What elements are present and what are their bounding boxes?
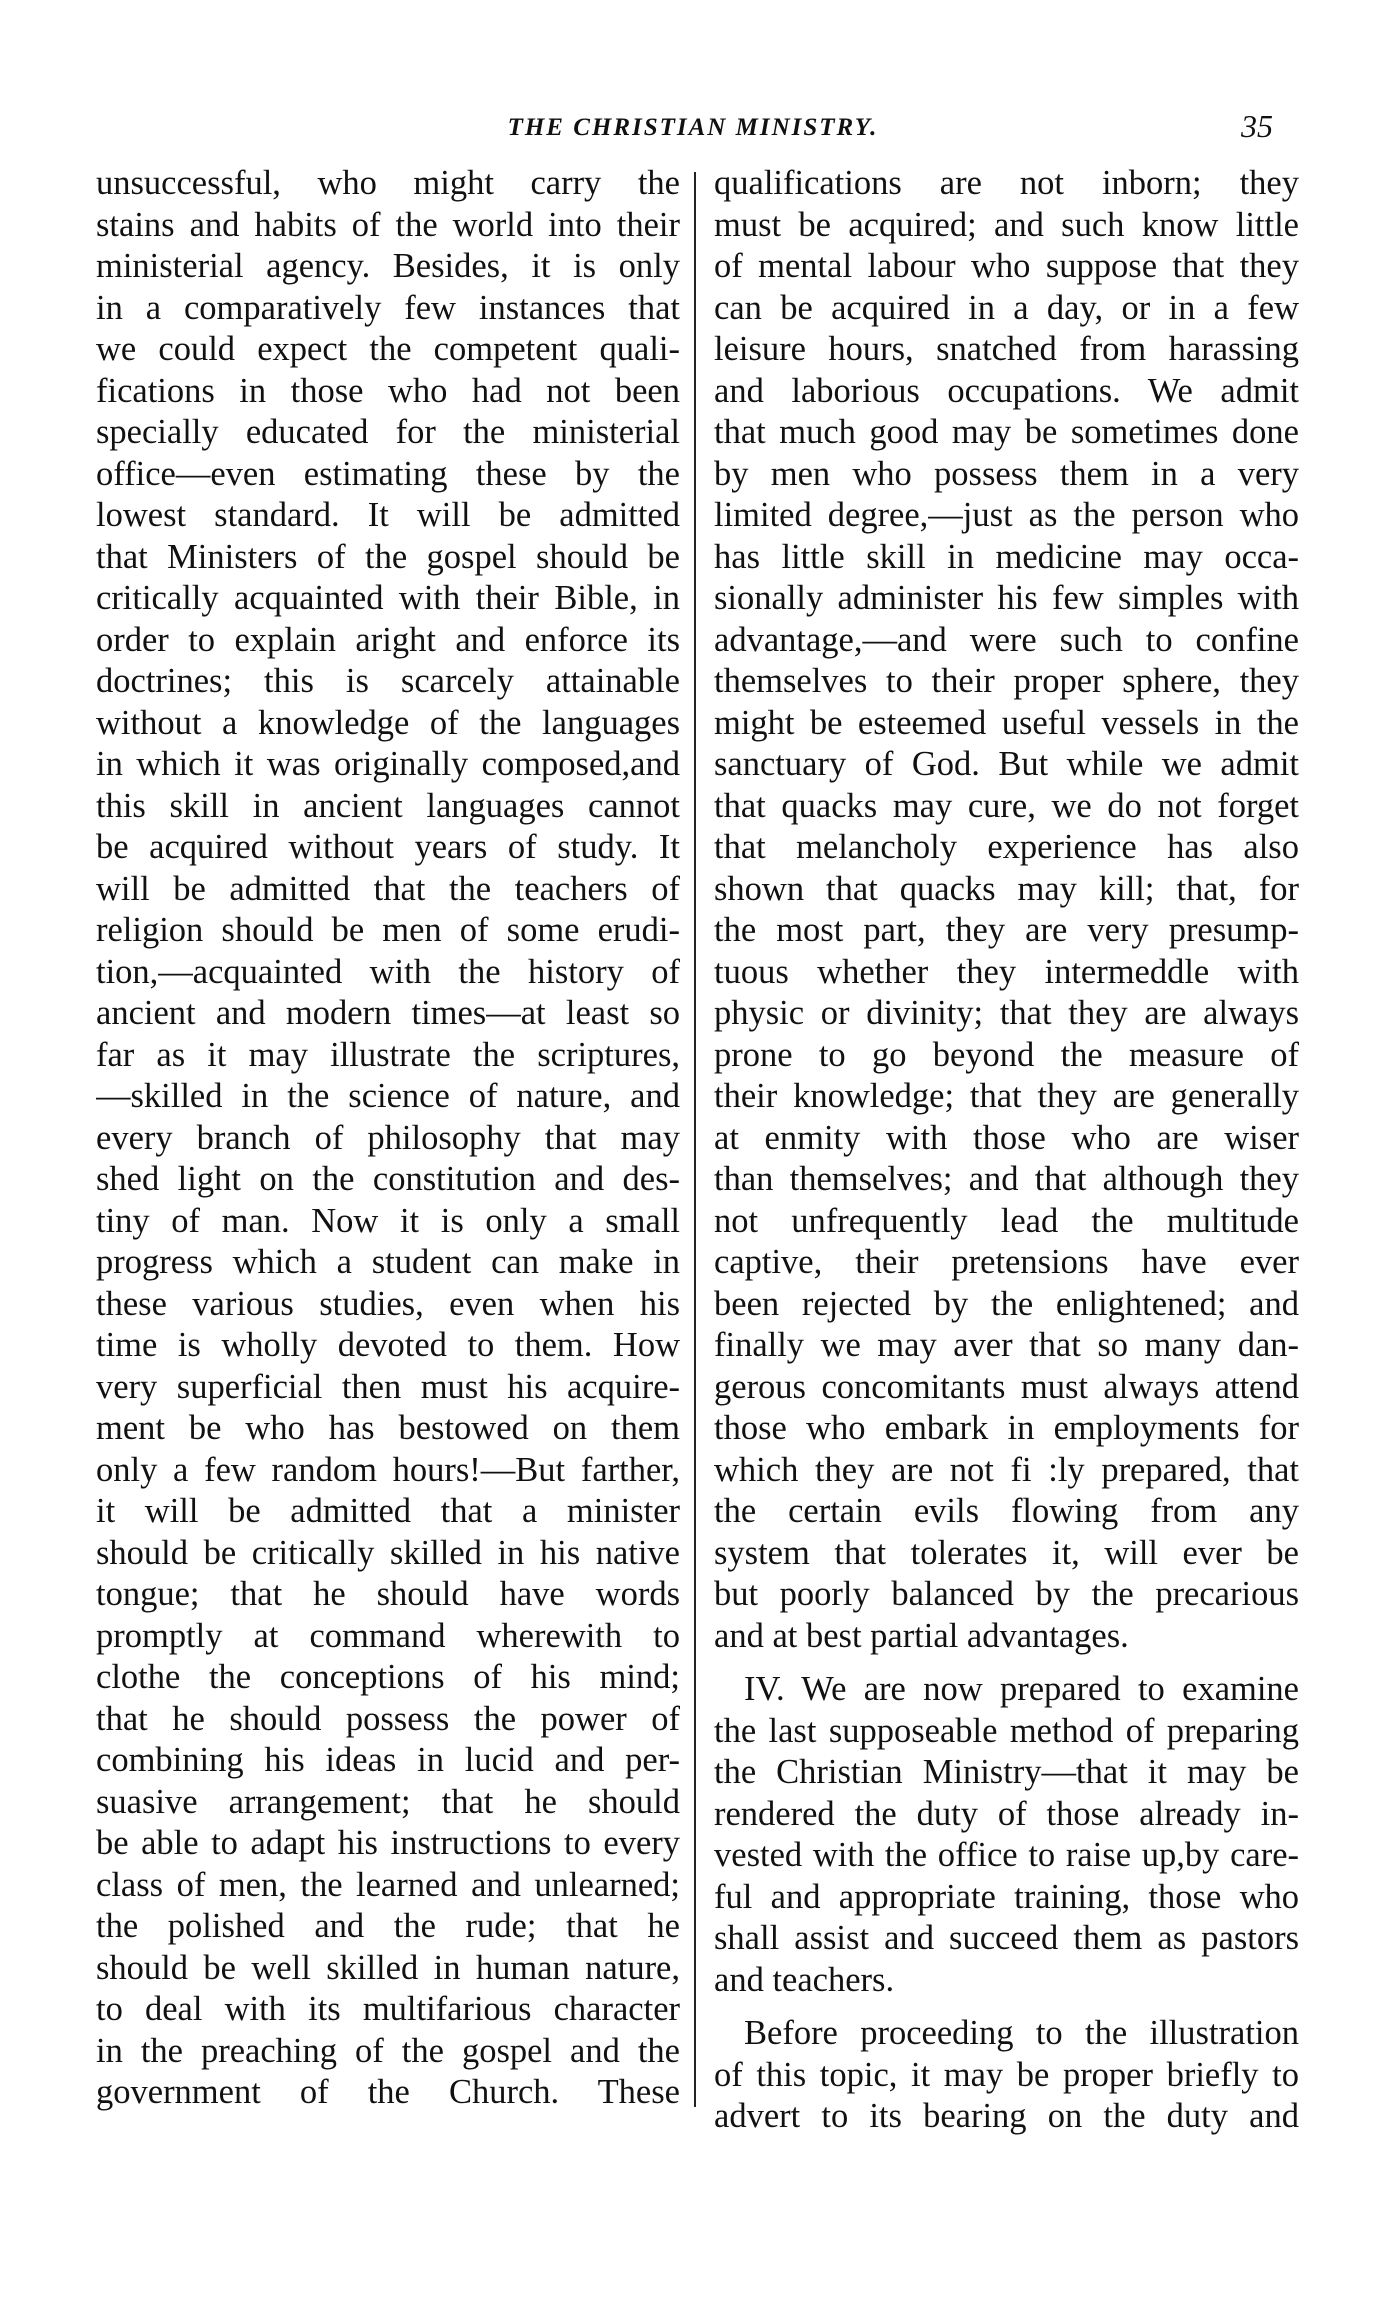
text-line: but poorly balanced by the precarious xyxy=(714,1575,1299,1613)
text-line: sanctuary of God. But while we admit xyxy=(714,745,1299,783)
text-line: should be well skilled in human nature, xyxy=(96,1948,680,1987)
text-line: at enmity with those who are wiser xyxy=(714,1118,1299,1157)
text-line: in which it was originally composed,and xyxy=(96,745,680,783)
text-line: prone to go beyond the measure of xyxy=(714,1035,1299,1074)
text-line: of mental labour who suppose that they xyxy=(714,247,1299,285)
text-line: shed light on the constitution and des- xyxy=(96,1160,680,1198)
text-line: of this topic, it may be proper briefly to xyxy=(714,2055,1299,2094)
right-column xyxy=(714,163,1299,2138)
text-line: the certain evils flowing from any xyxy=(714,1492,1299,1530)
text-line: far as it may illustrate the scriptures, xyxy=(96,1035,680,1074)
text-line: be able to adapt his instructions to every xyxy=(96,1824,680,1862)
text-line: lowest standard. It will be admitted xyxy=(96,496,680,534)
text-line: that quacks may cure, we do not forget xyxy=(714,786,1299,825)
text-line: that melancholy experience has also xyxy=(714,828,1299,866)
text-line: progress which a student can make in xyxy=(96,1243,680,1281)
paragraph-gap xyxy=(714,2001,1299,2013)
text-line: government of the Church. These xyxy=(96,2073,680,2111)
text-line: and at best partial advantages. xyxy=(714,1616,1129,1655)
text-line: fications in those who had not been xyxy=(96,371,680,410)
page-number: 35 xyxy=(1241,108,1273,144)
text-line: clothe the conceptions of his mind; xyxy=(96,1658,680,1696)
text-line: limited degree,—just as the person who xyxy=(714,496,1299,534)
text-line: sionally administer his few simples with xyxy=(714,579,1299,617)
text-line: office—even estimating these by the xyxy=(96,454,680,493)
text-line: tiny of man. Now it is only a small xyxy=(96,1201,680,1240)
paragraph-1 xyxy=(714,163,1299,1657)
text-line: IV. We are now prepared to examine xyxy=(744,1670,1299,1708)
text-line: physic or divinity; that they are always xyxy=(714,994,1299,1032)
text-line: —skilled in the science of nature, and xyxy=(96,1077,680,1115)
paragraph-gap xyxy=(714,1657,1299,1669)
text-line: class of men, the learned and unlearned; xyxy=(96,1865,680,1904)
text-line: than themselves; and that although they xyxy=(714,1160,1299,1198)
text-line: which they are not fi :ly prepared, that xyxy=(714,1450,1299,1489)
text-line: only a few random hours!—But farther, xyxy=(96,1450,680,1489)
text-line: will be admitted that the teachers of xyxy=(96,869,680,908)
text-line: tion,—acquainted with the history of xyxy=(96,952,680,991)
text-line: the Christian Ministry—that it may be xyxy=(714,1753,1299,1791)
text-line: has little skill in medicine may occa- xyxy=(714,537,1299,576)
text-line: ful and appropriate training, those who xyxy=(714,1877,1299,1916)
text-line: that he should possess the power of xyxy=(96,1699,680,1738)
text-line: those who embark in employments for xyxy=(714,1409,1299,1447)
text-line: finally we may aver that so many dan- xyxy=(714,1326,1299,1364)
text-line: been rejected by the enlightened; and xyxy=(714,1284,1299,1323)
text-line: very superficial then must his acquire- xyxy=(96,1367,680,1406)
text-line: tongue; that he should have words xyxy=(96,1575,680,1613)
running-title: THE CHRISTIAN MINISTRY. xyxy=(507,114,879,141)
text-line: this skill in ancient languages cannot xyxy=(96,786,680,825)
text-line: promptly at command wherewith to xyxy=(96,1616,680,1655)
text-line: be acquired without years of study. It xyxy=(96,828,680,866)
text-line: system that tolerates it, will ever be xyxy=(714,1533,1299,1572)
text-line: order to explain aright and enforce its xyxy=(96,620,680,659)
text-line: ministerial agency. Besides, it is only xyxy=(96,247,680,285)
text-line: unsuccessful, who might carry the xyxy=(96,164,680,202)
text-line: ment be who has bestowed on them xyxy=(96,1409,680,1447)
text-line: in the preaching of the gospel and the xyxy=(96,2031,680,2070)
text-line: stains and habits of the world into their xyxy=(96,205,680,244)
text-line: critically acquainted with their Bible, in xyxy=(96,579,680,617)
text-line: the most part, they are very presump- xyxy=(714,911,1299,949)
text-line: it will be admitted that a minister xyxy=(96,1492,680,1530)
text-line: themselves to their proper sphere, they xyxy=(714,662,1299,700)
text-line: vested with the office to raise up,by care- xyxy=(714,1836,1299,1874)
text-line: without a knowledge of the languages xyxy=(96,703,680,742)
text-line: qualifications are not inborn; they xyxy=(714,164,1299,202)
text-line: their knowledge; that they are generally xyxy=(714,1077,1299,1115)
text-line: might be esteemed useful vessels in the xyxy=(714,703,1299,742)
running-head xyxy=(0,108,1386,148)
text-line: can be acquired in a day, or in a few xyxy=(714,288,1299,327)
text-line: Before proceeding to the illustration xyxy=(744,2014,1299,2052)
text-line: to deal with its multifarious character xyxy=(96,1990,680,2028)
text-line: in a comparatively few instances that xyxy=(96,288,680,327)
text-line: the polished and the rude; that he xyxy=(96,1907,680,1945)
text-line: these various studies, even when his xyxy=(96,1284,680,1323)
text-line: the last supposeable method of preparing xyxy=(714,1711,1299,1750)
left-column xyxy=(96,163,680,2114)
paragraph-3 xyxy=(714,2013,1299,2138)
text-line: gerous concomitants must always attend xyxy=(714,1367,1299,1406)
text-line: every branch of philosophy that may xyxy=(96,1118,680,1157)
text-line: that Ministers of the gospel should be xyxy=(96,537,680,576)
text-line: religion should be men of some erudi- xyxy=(96,911,680,949)
text-line: suasive arrangement; that he should xyxy=(96,1782,680,1821)
text-line: by men who possess them in a very xyxy=(714,454,1299,493)
text-line: and teachers. xyxy=(714,1960,895,1999)
column-divider xyxy=(694,172,696,2107)
text-line: shown that quacks may kill; that, for xyxy=(714,869,1299,908)
text-line: leisure hours, snatched from harassing xyxy=(714,330,1299,368)
text-line: should be critically skilled in his native xyxy=(96,1533,680,1572)
text-line: must be acquired; and such know little xyxy=(714,205,1299,244)
text-line: combining his ideas in lucid and per- xyxy=(96,1741,680,1779)
text-line: shall assist and succeed them as pastors xyxy=(714,1919,1299,1957)
text-line: specially educated for the ministerial xyxy=(96,413,680,451)
text-line: we could expect the competent quali- xyxy=(96,330,680,368)
text-line: and laborious occupations. We admit xyxy=(714,371,1299,410)
text-line: advantage,—and were such to confine xyxy=(714,620,1299,659)
paragraph-2 xyxy=(714,1669,1299,2001)
text-line: captive, their pretensions have ever xyxy=(714,1243,1299,1281)
text-line: tuous whether they intermeddle with xyxy=(714,952,1299,991)
text-line: not unfrequently lead the multitude xyxy=(714,1201,1299,1240)
text-line: ancient and modern times—at least so xyxy=(96,994,680,1032)
text-line: advert to its bearing on the duty and xyxy=(714,2097,1299,2135)
text-line: rendered the duty of those already in- xyxy=(714,1794,1299,1833)
text-line: doctrines; this is scarcely attainable xyxy=(96,662,680,700)
text-line: time is wholly devoted to them. How xyxy=(96,1326,680,1364)
text-line: that much good may be sometimes done xyxy=(714,413,1299,451)
